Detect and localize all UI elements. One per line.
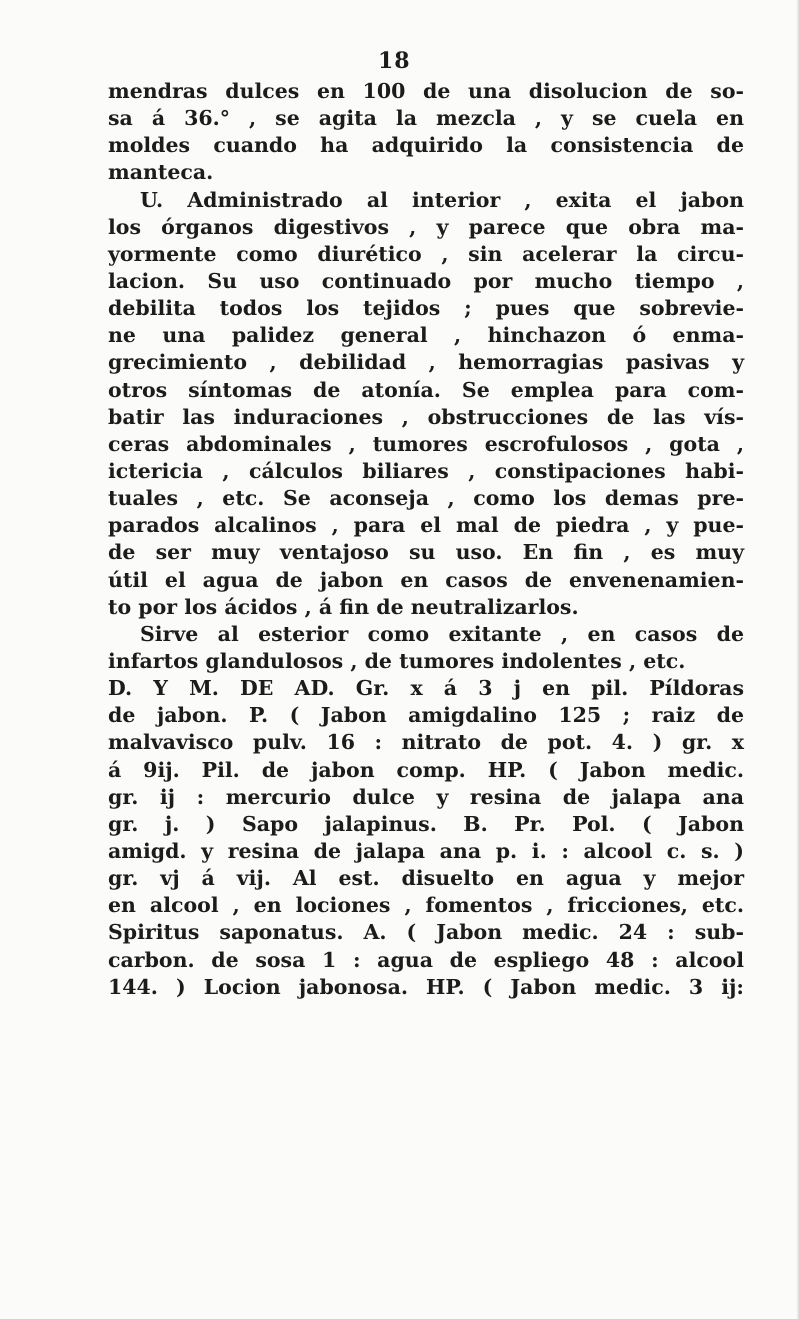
text-line: gr. j. ) Sapo jalapinus. B. Pr. Pol. ( Jabon	[108, 811, 744, 836]
text-line: mendras dulces en 100 de una disolucion de so-	[108, 79, 744, 103]
text-line: infartos glandulosos , de tumores indolentes , etc.	[108, 648, 686, 673]
text-line: otros síntomas de atonía. Se emplea para com-	[108, 377, 744, 402]
text-line: lacion. Su uso continuado por mucho tiempo ,	[108, 268, 744, 293]
text-line: ne una palidez general , hinchazon ó enma-	[108, 323, 744, 348]
text-line: ictericia , cálculos biliares , constipaciones habi-	[108, 458, 744, 483]
text-line: parados alcalinos , para el mal de piedra , y pue-	[108, 513, 744, 538]
text-line: amigd. y resina de jalapa ana p. i. : alcool c. s. )	[108, 838, 744, 863]
text-line: debilita todos los tejidos ; pues que sobrevie-	[108, 296, 744, 321]
text-line: en alcool , en lociones , fomentos , fricciones, etc.	[108, 893, 744, 918]
text-line: sa á 36.° , se agita la mezcla , y se cuela en	[108, 106, 744, 131]
text-line: U. Administrado al interior , exita el jabon	[140, 187, 744, 212]
text-line: grecimiento , debilidad , hemorragias pasivas y	[108, 350, 744, 375]
text-line: á 9ij. Pil. de jabon comp. HP. ( Jabon medic.	[108, 757, 744, 782]
text-line: tuales , etc. Se aconseja , como los demas pre-	[108, 486, 744, 511]
text-line: D. Y M. DE AD. Gr. x á 3 j en pil. Píldoras	[108, 676, 744, 701]
text-line: de jabon. P. ( Jabon amigdalino 125 ; raiz de	[108, 703, 744, 728]
text-line: manteca.	[108, 160, 214, 185]
text-line: los órganos digestivos , y parece que obra ma-	[108, 214, 744, 239]
text-line: de ser muy ventajoso su uso. En fin , es muy	[108, 540, 744, 565]
body-text	[108, 78, 744, 1001]
text-line: yormente como diurético , sin acelerar la circu-	[108, 241, 744, 266]
text-line: malvavisco pulv. 16 : nitrato de pot. 4. ) gr. x	[108, 730, 744, 755]
page-number: 18	[378, 48, 411, 74]
text-line: batir las induraciones , obstrucciones de las vís-	[108, 404, 744, 429]
text-line: gr. vj á vij. Al est. disuelto en agua y mejor	[108, 866, 744, 891]
text-line: útil el agua de jabon en casos de envenenamien-	[108, 567, 744, 592]
text-line: to por los ácidos , á fin de neutralizarlos.	[108, 594, 579, 619]
text-line: Sirve al esterior como exitante , en casos de	[140, 621, 744, 646]
text-line: moldes cuando ha adquirido la consistencia de	[108, 133, 744, 158]
page-edge-shadow	[796, 0, 800, 1319]
text-line: carbon. de sosa 1 : agua de espliego 48 : alcool	[108, 947, 744, 972]
text-line: gr. ij : mercurio dulce y resina de jalapa ana	[108, 784, 744, 809]
text-line: Spiritus saponatus. A. ( Jabon medic. 24 : sub-	[108, 920, 744, 945]
text-line: 144. ) Locion jabonosa. HP. ( Jabon medic. 3 ij:	[108, 974, 744, 999]
text-line: ceras abdominales , tumores escrofulosos , gota ,	[108, 431, 744, 456]
